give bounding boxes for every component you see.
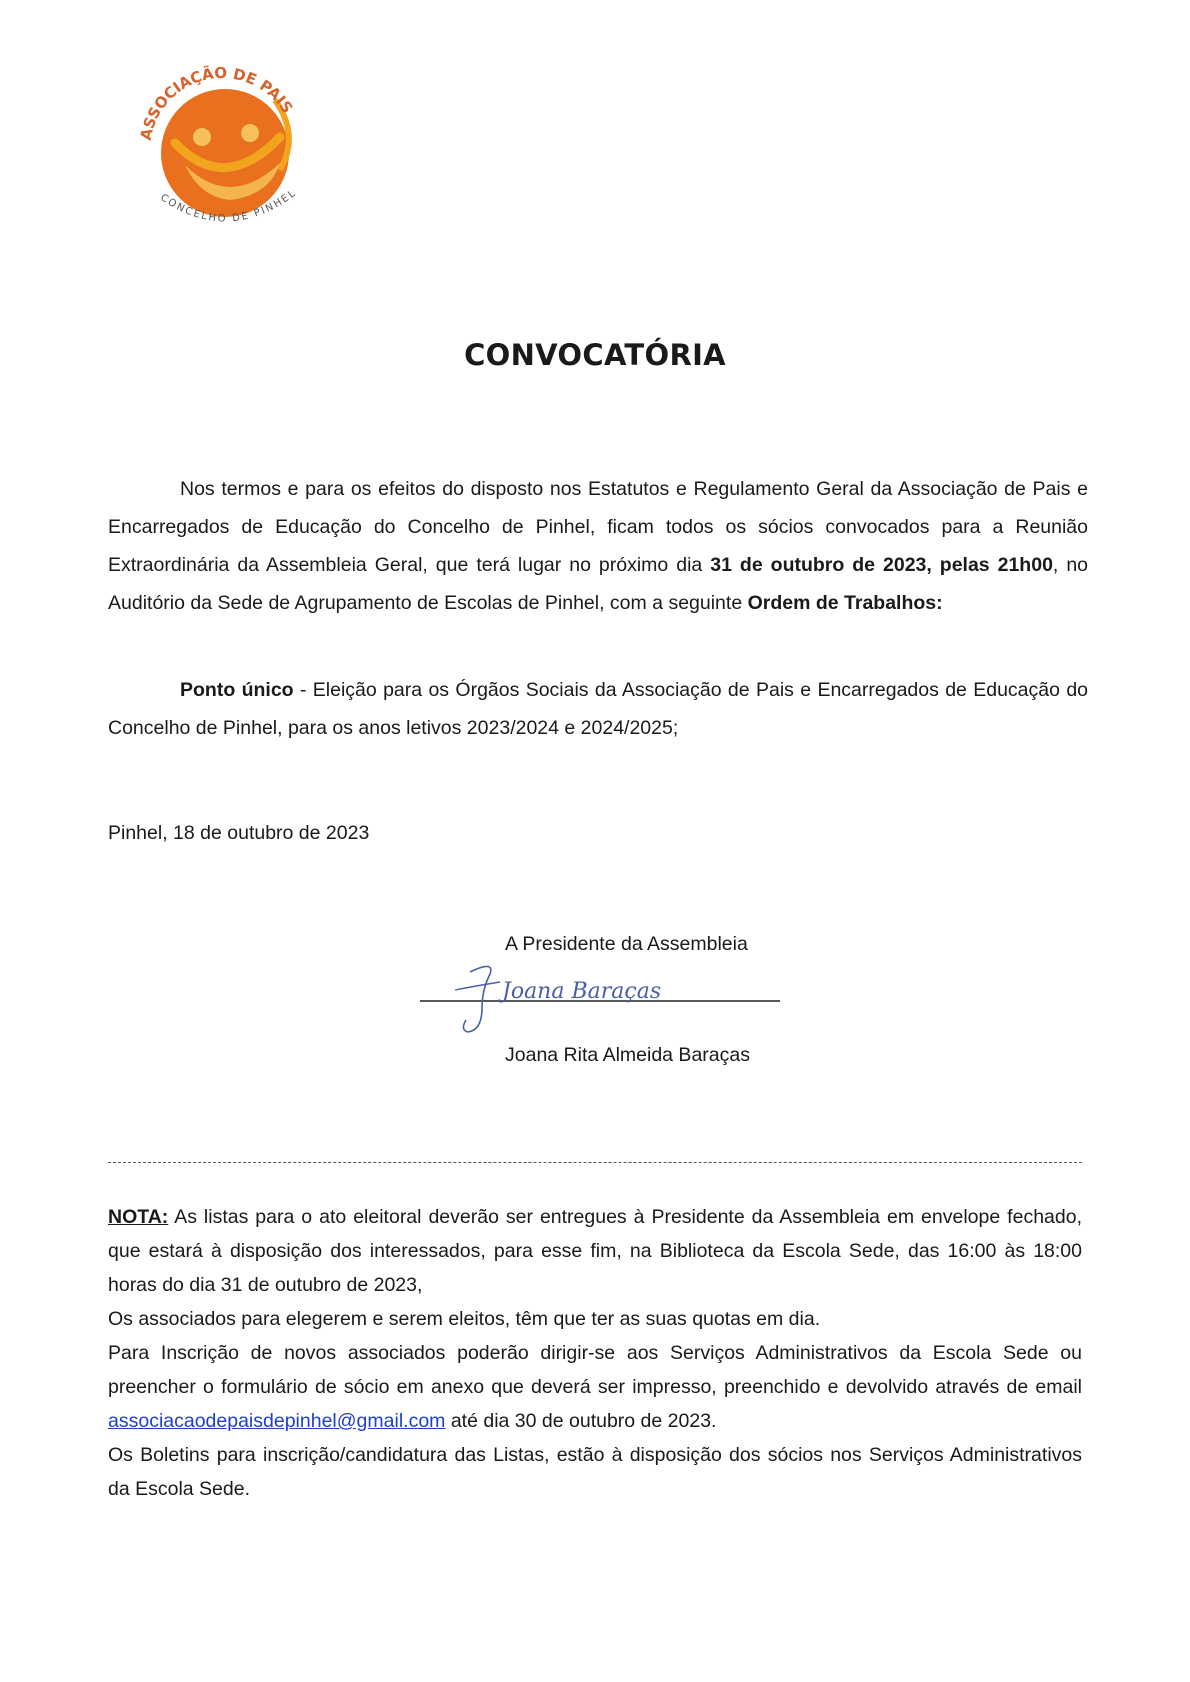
signatory-role: A Presidente da Assembleia (505, 933, 748, 955)
paragraph1-text-a: Nos termos e para os efeitos do disposto nos Estatutos e Regulamento Geral da Associação de Pais e Encarregados de Educação do Concelho de Pinhel, ficam todos os sócios convocados para a Reunião Extraordinária da Assembleia Geral, que terá lugar no próximo dia (108, 478, 1088, 576)
logo-top-text: ASSOCIAÇÃO DE PAIS (136, 63, 297, 142)
document-title: CONVOCATÓRIA (464, 338, 726, 372)
convocation-paragraph (108, 470, 1088, 622)
agenda-label: Ordem de Trabalhos: (747, 592, 943, 614)
note-label: NOTA: (108, 1206, 169, 1228)
note-line-2: Os associados para elegerem e serem eleitos, têm que ter as suas quotas em dia. (108, 1308, 821, 1330)
dashed-divider (108, 1162, 1082, 1163)
association-logo (130, 45, 310, 250)
signatory-name: Joana Rita Almeida Baraças (505, 1044, 750, 1066)
paragraph1-text-b: , no Auditório da Sede de Agrupamento de Escolas de Pinhel, com a seguinte (108, 554, 1089, 614)
logo-bottom-text: CONCELHO DE PINHEL (158, 187, 299, 225)
note-line-3a: Para Inscrição de novos associados poderão dirigir-se aos Serviços Administrativos da Escola Sede ou preencher o formulário de sócio em anexo que deverá ser impresso, preenchido e devolvido através de email (108, 1342, 1082, 1398)
agenda-point-label: Ponto único (180, 679, 294, 701)
note-line-1: As listas para o ato eleitoral deverão ser entregues à Presidente da Assembleia em envelope fechado, que estará à disposição dos interessados, para esse fim, na Biblioteca da Escola Sede, das 16:00 às 18:00 horas do dia 31 de outubro de 2023, (108, 1206, 1082, 1296)
email-link[interactable]: associacaodepaisdepinhel@gmail.com (108, 1410, 446, 1432)
note-line-4: Os Boletins para inscrição/candidatura das Listas, estão à disposição dos sócios nos Serviços Administrativos da Escola Sede. (108, 1444, 1082, 1500)
note-line-3b: até dia 30 de outubro de 2023. (445, 1410, 717, 1432)
place-date: Pinhel, 18 de outubro de 2023 (108, 822, 370, 844)
note-section (108, 1200, 1082, 1506)
meeting-datetime: 31 de outubro de 2023, pelas 21h00 (710, 554, 1053, 576)
handwritten-signature (420, 960, 840, 1042)
agenda-point-text: - Eleição para os Órgãos Sociais da Associação de Pais e Encarregados de Educação do Concelho de Pinhel, para os anos letivos 2023/2024 e 2024/2025; (108, 679, 1089, 739)
signature-script: Joana Baraças (502, 979, 662, 1004)
agenda-paragraph (108, 671, 1088, 747)
